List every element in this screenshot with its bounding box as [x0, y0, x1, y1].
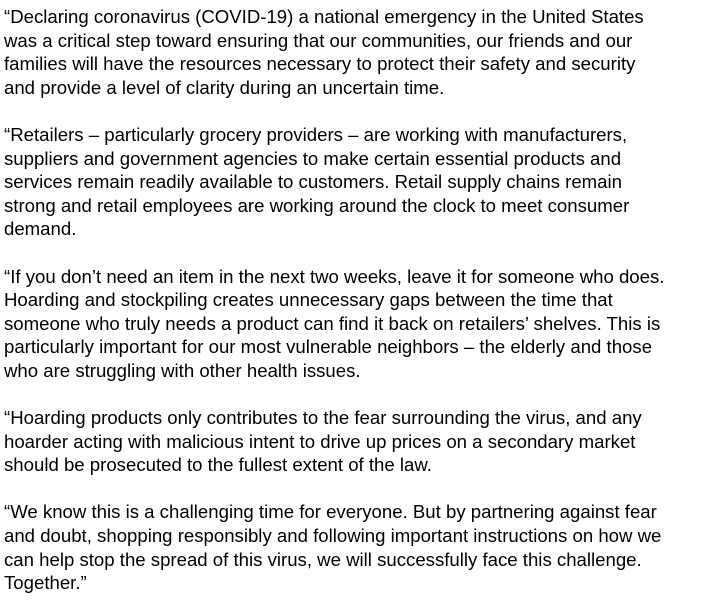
- statement-document: [4, 5, 718, 595]
- statement-paragraph-1: “Declaring coronavirus (COVID-19) a national emergency in the United States was a critical step toward ensuring that our communities, our friends and our families will have the resources necessary to protect their safety and security and provide a level of clarity during an uncertain time.: [4, 6, 644, 98]
- statement-paragraph-3: “If you don’t need an item in the next two weeks, leave it for someone who does. Hoarding and stockpiling creates unnecessary gaps between the time that someone who truly needs a product can find it back on retailers’ shelves. This is particularly important for our most vulnerable neighbors – the elderly and those who are struggling with other health issues.: [4, 265, 665, 381]
- statement-paragraph-2: “Retailers – particularly grocery providers – are working with manufacturers, suppliers and government agencies to make certain essential products and services remain readily available to customers. Retail supply chains remain strong and retail employees are working around the clock to meet consumer demand.: [4, 123, 630, 240]
- statement-paragraph-5: “We know this is a challenging time for everyone. But by partnering against fear and doubt, shopping responsibly and following important instructions on how we can help stop the spread of this virus, we will successfully face this challenge. Together.”: [4, 501, 662, 594]
- statement-paragraph-4: “Hoarding products only contributes to the fear surrounding the virus, and any hoarder acting with malicious intent to drive up prices on a secondary market should be prosecuted to the fullest extent of the law.: [4, 407, 642, 476]
